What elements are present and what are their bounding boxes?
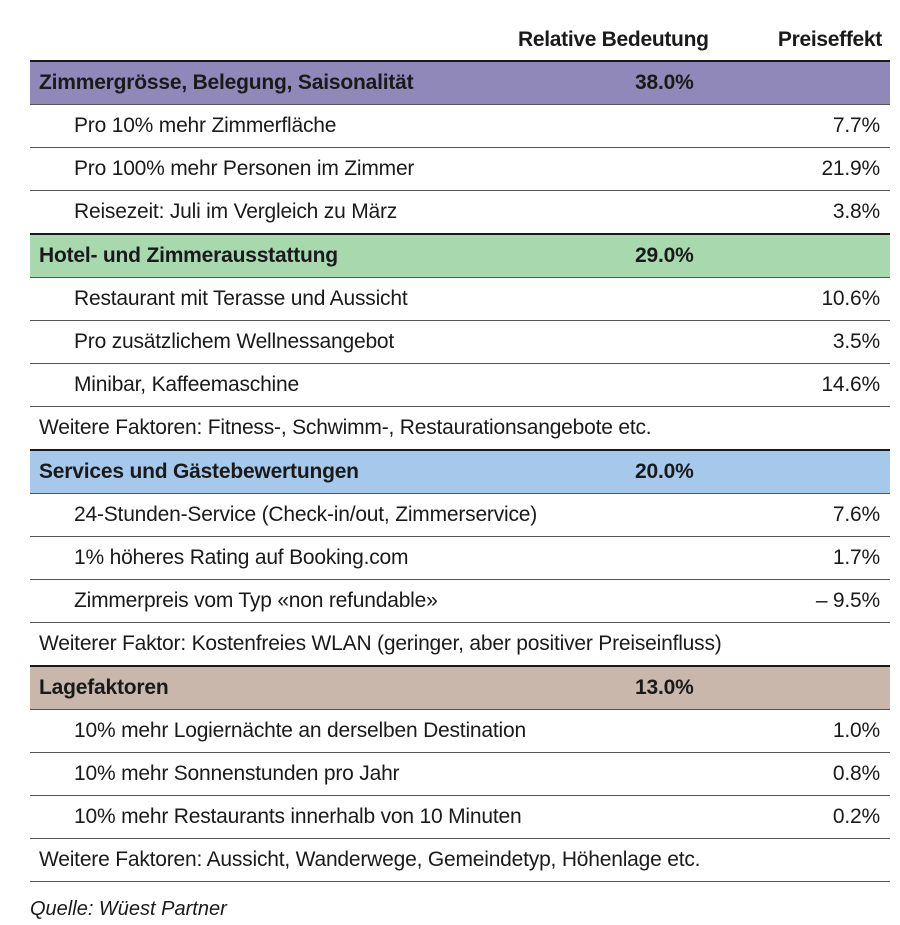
price-effect-value: 0.8% [630, 753, 890, 796]
price-effect-value: 1.0% [630, 710, 890, 753]
further-factors-text: Weitere Faktoren: Aussicht, Wanderwege, Gemeindetyp, Höhenlage etc. [30, 839, 890, 882]
section-header-row [30, 450, 890, 494]
section-name: Hotel- und Zimmerausstattung [30, 234, 630, 278]
further-factors-row [30, 407, 890, 451]
table-row [30, 321, 890, 364]
table-row [30, 580, 890, 623]
section-share: 38.0% [630, 61, 890, 105]
table-row [30, 537, 890, 580]
price-effect-value: 3.8% [630, 191, 890, 235]
table-row [30, 364, 890, 407]
section-name: Services und Gästebewertungen [30, 450, 630, 494]
factor-label: 24-Stunden-Service (Check-in/out, Zimmerservice) [30, 494, 630, 537]
factor-label: Pro 100% mehr Personen im Zimmer [30, 148, 630, 191]
table-row [30, 191, 890, 235]
section-header-row [30, 234, 890, 278]
table-row [30, 105, 890, 148]
price-effect-value: 14.6% [630, 364, 890, 407]
table-header [30, 20, 890, 60]
factor-label: Restaurant mit Terasse und Aussicht [30, 278, 630, 321]
price-effect-value: 1.7% [630, 537, 890, 580]
further-factors-text: Weitere Faktoren: Fitness-, Schwimm-, Restaurationsangebote etc. [30, 407, 890, 451]
price-effect-value: 21.9% [630, 148, 890, 191]
section-header-row [30, 61, 890, 105]
table-row [30, 278, 890, 321]
factor-label: 1% höheres Rating auf Booking.com [30, 537, 630, 580]
price-effect-value: 3.5% [630, 321, 890, 364]
factor-label: Minibar, Kaffeemaschine [30, 364, 630, 407]
section-share: 20.0% [630, 450, 890, 494]
price-effect-value: 10.6% [630, 278, 890, 321]
section-share: 29.0% [630, 234, 890, 278]
factor-label: Pro zusätzlichem Wellnessangebot [30, 321, 630, 364]
relative-importance-header: Relative Bedeutung [518, 28, 709, 51]
price-effect-header: Preiseffekt [777, 28, 882, 51]
factor-label: 10% mehr Sonnenstunden pro Jahr [30, 753, 630, 796]
further-factors-text: Weiterer Faktor: Kostenfreies WLAN (geringer, aber positiver Preiseinfluss) [30, 623, 890, 667]
table-row [30, 494, 890, 537]
source-note: Quelle: Wüest Partner [30, 898, 227, 920]
factor-label: Zimmerpreis vom Typ «non refundable» [30, 580, 630, 623]
factor-label: 10% mehr Logiernächte an derselben Destination [30, 710, 630, 753]
factor-label: Reisezeit: Juli im Vergleich zu März [30, 191, 630, 235]
price-effect-value: – 9.5% [630, 580, 890, 623]
further-factors-row [30, 623, 890, 667]
price-effect-value: 7.7% [630, 105, 890, 148]
table-row [30, 148, 890, 191]
section-name: Zimmergrösse, Belegung, Saisonalität [30, 61, 630, 105]
price-effect-value: 7.6% [630, 494, 890, 537]
factor-label: Pro 10% mehr Zimmerfläche [30, 105, 630, 148]
price-effect-value: 0.2% [630, 796, 890, 839]
section-header-row [30, 666, 890, 710]
section-share: 13.0% [630, 666, 890, 710]
further-factors-row [30, 839, 890, 882]
table-row [30, 753, 890, 796]
section-name: Lagefaktoren [30, 666, 630, 710]
table-row [30, 796, 890, 839]
price-factor-table [30, 60, 890, 882]
price-factor-table-container [30, 20, 890, 882]
factor-label: 10% mehr Restaurants innerhalb von 10 Minuten [30, 796, 630, 839]
table-row [30, 710, 890, 753]
